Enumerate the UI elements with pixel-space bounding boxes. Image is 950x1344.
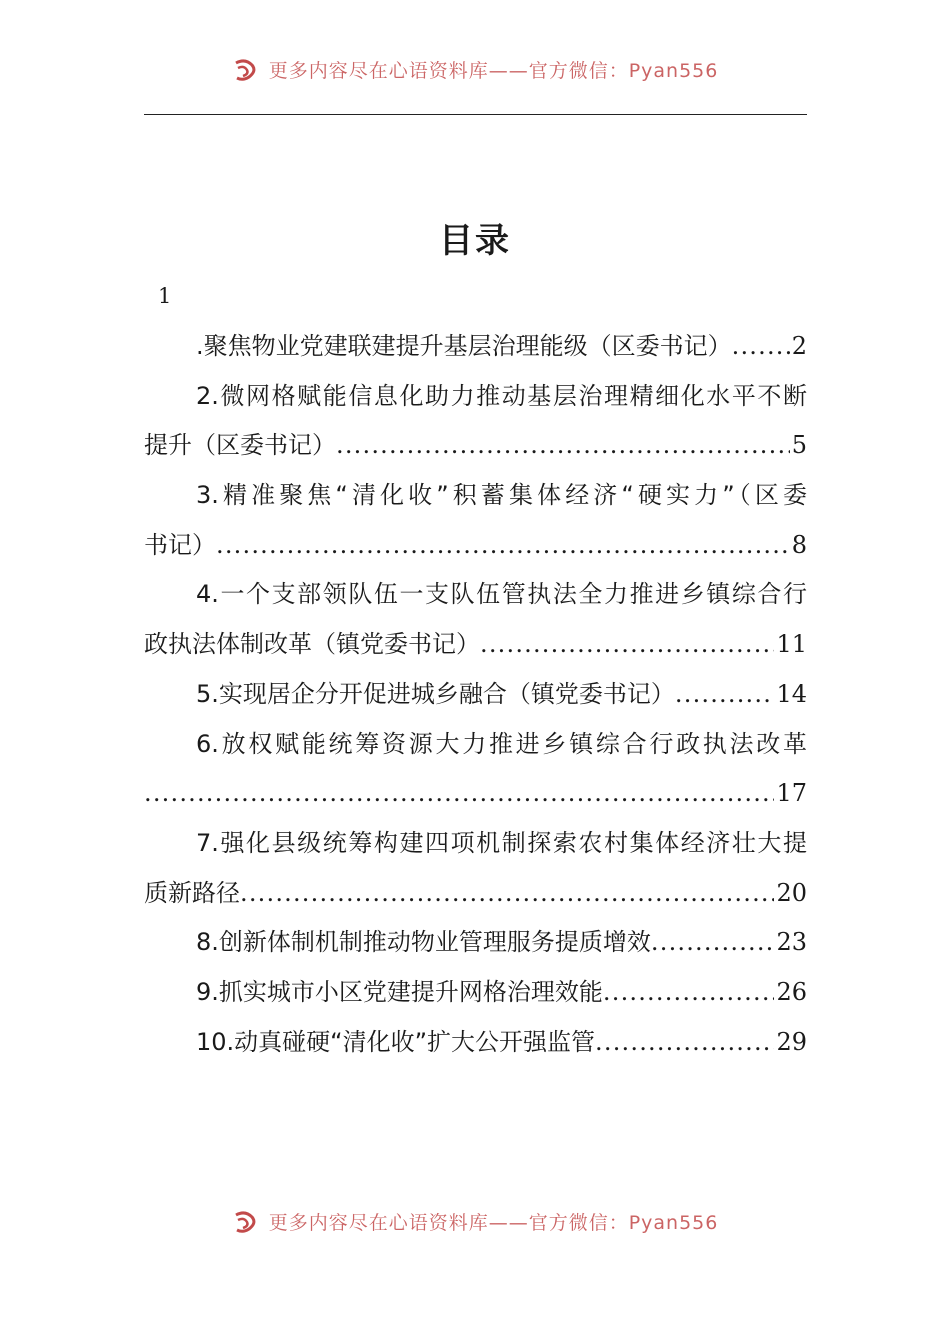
toc-page-number: 23: [776, 928, 807, 957]
footer-watermark: [0, 1210, 950, 1235]
header-divider: [144, 114, 807, 115]
toc-entry-title-line: [144, 372, 807, 422]
toc-entry[interactable]: [144, 372, 807, 471]
toc-entry-title-line: [144, 1018, 807, 1068]
toc-entry-text: 政执法体制改革（镇党委书记）: [144, 630, 480, 659]
toc-dot-leader: [603, 968, 775, 1018]
table-of-contents: [144, 322, 807, 1067]
toc-entry-text: 提升（区委书记）: [144, 431, 336, 460]
page-marker-number: 1: [158, 284, 172, 308]
toc-dot-leader: [144, 769, 774, 819]
watermark-text: 更多内容尽在心语资料库——官方微信：Pyan556: [268, 1211, 719, 1234]
watermark-text: 更多内容尽在心语资料库——官方微信：Pyan556: [268, 59, 719, 82]
toc-entry-continuation-line: [144, 421, 807, 471]
toc-entry[interactable]: [144, 570, 807, 669]
toc-dot-leader: [336, 421, 790, 471]
toc-page-number: 11: [776, 630, 807, 659]
toc-entry-text: 5.实现居企分开促进城乡融合（镇党委书记）: [196, 679, 675, 708]
toc-entry[interactable]: [144, 720, 807, 819]
toc-dot-leader: [240, 869, 774, 919]
toc-dot-leader: [595, 1018, 774, 1068]
toc-page-number: 17: [776, 779, 807, 808]
toc-entry-continuation-line: [144, 769, 807, 819]
toc-entry-text: 2.微网格赋能信息化助力推动基层治理精细化水平不断: [196, 381, 807, 410]
toc-entry-title-line: [144, 918, 807, 968]
toc-entry[interactable]: [144, 670, 807, 720]
toc-entry-text: 4.一个支部领队伍一支队伍管执法全力推进乡镇综合行: [196, 580, 807, 609]
toc-entry-text: 3.精准聚焦“清化收”积蓄集体经济“硬实力”（区委: [196, 481, 807, 510]
toc-page-number: 2: [791, 332, 807, 360]
toc-dot-leader: [480, 620, 774, 670]
toc-entry[interactable]: [144, 968, 807, 1018]
toc-entry-text: 6.放权赋能统筹资源大力推进乡镇综合行政执法改革: [196, 729, 807, 758]
toc-entry-continuation-line: [144, 869, 807, 919]
toc-entry-text: 质新路径: [144, 878, 240, 907]
toc-page-number: 14: [776, 679, 807, 708]
header-watermark: [0, 58, 950, 83]
toc-entry-text: 10.动真碰硬“清化收”扩大公开强监管: [196, 1027, 596, 1056]
toc-entry-continuation-line: [144, 521, 807, 571]
brand-logo-icon: [232, 1211, 258, 1235]
toc-page-number: 26: [776, 977, 807, 1006]
toc-entry-text: 书记）: [144, 530, 216, 559]
toc-entry-continuation-line: [144, 620, 807, 670]
toc-entry-title-line: [144, 819, 807, 869]
toc-entry[interactable]: [144, 918, 807, 968]
toc-entry-title-line: [144, 670, 807, 720]
toc-entry-text: 9.抓实城市小区党建提升网格治理效能: [196, 977, 603, 1006]
toc-entry-text: 7.强化县级统筹构建四项机制探索农村集体经济壮大提: [196, 828, 807, 857]
toc-page-number: 5: [791, 431, 807, 460]
toc-page-number: 29: [776, 1027, 807, 1056]
toc-dot-leader: [651, 918, 775, 968]
toc-entry[interactable]: [144, 322, 807, 372]
toc-entry-text: .聚焦物业党建联建提升基层治理能级（区委书记）: [196, 332, 732, 360]
toc-entry-text: 8.创新体制机制推动物业管理服务提质增效: [196, 928, 651, 957]
toc-entry[interactable]: [144, 1018, 807, 1068]
toc-entry-title-line: [144, 720, 807, 770]
toc-dot-leader: [216, 521, 790, 571]
toc-page-number: 8: [791, 530, 807, 559]
toc-entry[interactable]: [144, 471, 807, 570]
toc-entry-title-line: [144, 322, 807, 372]
toc-dot-leader: [732, 322, 790, 372]
page-title: 目录: [439, 221, 511, 261]
toc-dot-leader: [675, 670, 775, 720]
brand-logo-icon: [232, 59, 258, 83]
toc-entry-title-line: [144, 570, 807, 620]
toc-entry[interactable]: [144, 819, 807, 918]
toc-page-number: 20: [776, 878, 807, 907]
toc-entry-title-line: [144, 968, 807, 1018]
toc-entry-title-line: [144, 471, 807, 521]
